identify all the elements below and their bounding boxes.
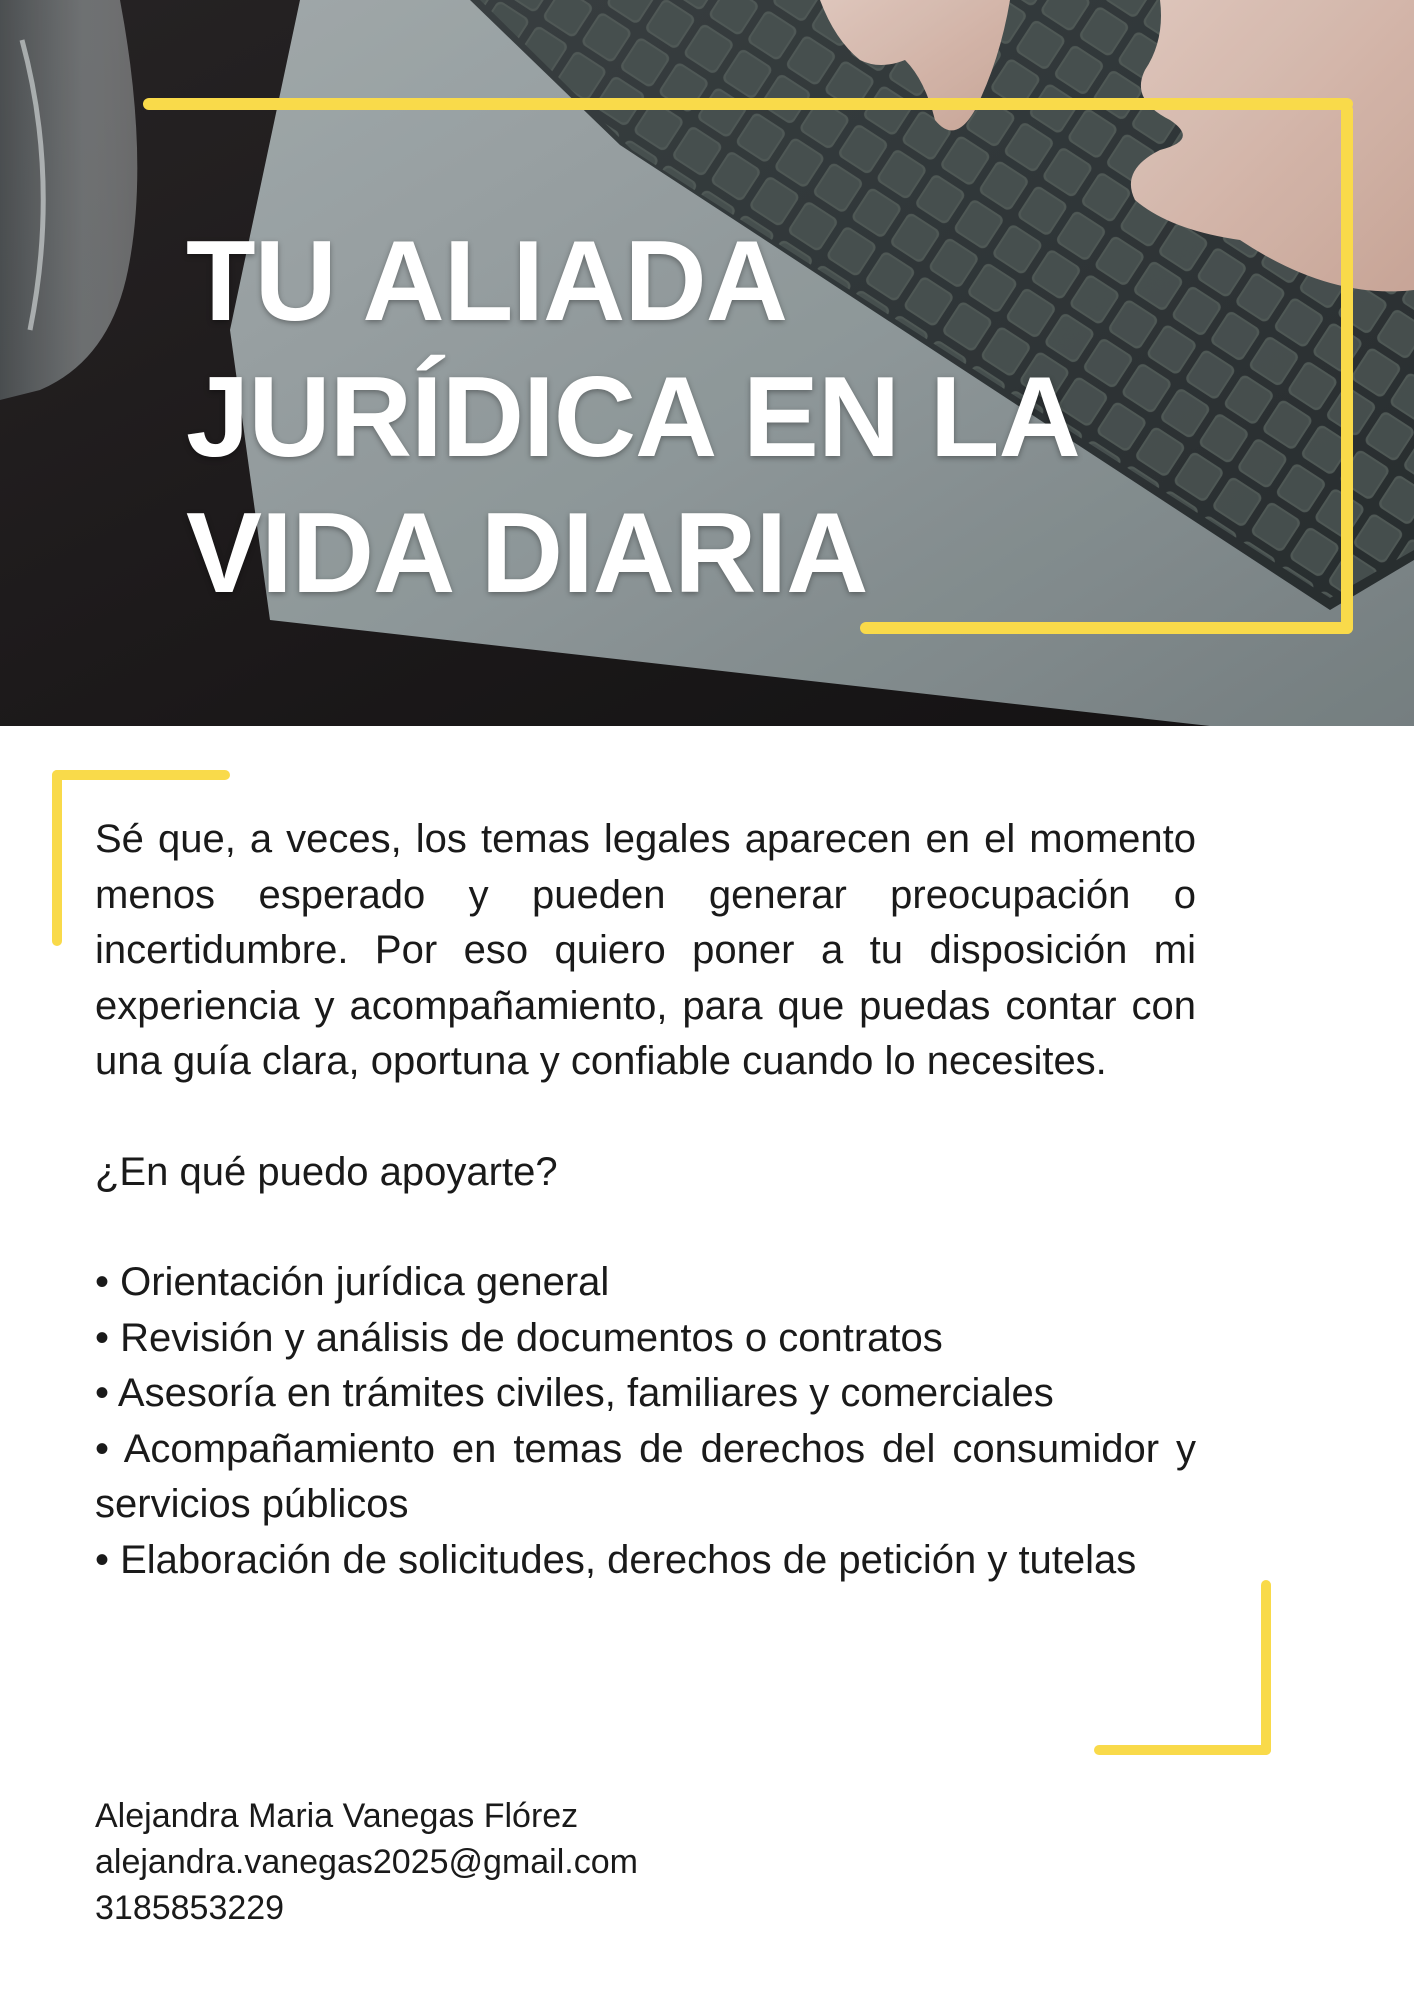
title-line: TU ALIADA [186, 218, 788, 345]
hero-frame-right-line [1341, 104, 1353, 634]
bracket-top-left-vertical [52, 770, 62, 946]
contact-block [95, 1793, 638, 1931]
bracket-top-left-horizontal [52, 770, 230, 780]
list-item: • Acompañamiento en temas de derechos del consumidor y servicios públicos [95, 1426, 1196, 1526]
services-question: ¿En qué puedo apoyarte? [95, 1149, 558, 1194]
list-item: • Revisión y análisis de documentos o contratos [95, 1315, 943, 1360]
hero-frame-top-line [143, 98, 1353, 110]
bracket-bottom-right-vertical [1261, 1580, 1271, 1755]
contact-phone[interactable]: 3185853229 [95, 1889, 285, 1927]
list-item: • Elaboración de solicitudes, derechos de petición y tutelas [95, 1537, 1137, 1582]
services-list [95, 1255, 1196, 1588]
title-line: VIDA DIARIA [186, 490, 868, 617]
main-content [95, 812, 1196, 1588]
hero-frame-bottom-line [860, 622, 1353, 634]
bracket-bottom-right-horizontal [1094, 1745, 1271, 1755]
list-item: • Orientación jurídica general [95, 1260, 610, 1304]
page-title [186, 214, 1086, 622]
contact-email[interactable]: alejandra.vanegas2025@gmail.com [95, 1843, 638, 1881]
hero-banner [0, 0, 1414, 726]
list-item: • Asesoría en trámites civiles, familiares y comerciales [95, 1371, 1054, 1415]
intro-paragraph: Sé que, a veces, los temas legales aparecen en el momento menos esperado y pueden generar preocupación o incertidumbre. Por eso quiero poner a tu disposición mi experiencia y acompañamiento, para que puedas contar con una guía clara, oportuna y confiable cuando lo necesites. [95, 817, 1196, 1083]
title-line: JURÍDICA EN LA [186, 354, 1080, 481]
contact-name: Alejandra Maria Vanegas Flórez [95, 1797, 579, 1835]
